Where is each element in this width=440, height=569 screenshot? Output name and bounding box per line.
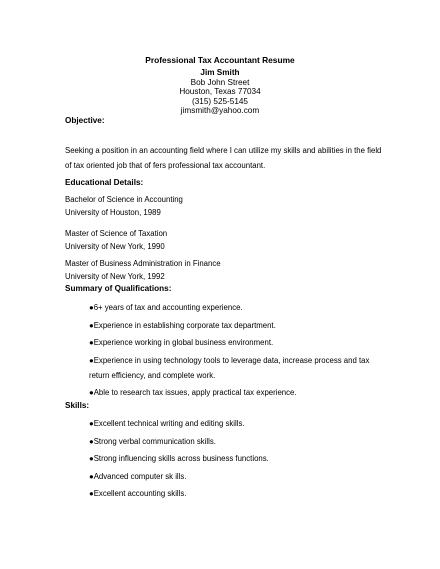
skills-list <box>89 416 385 501</box>
objective-heading: Objective: <box>65 116 105 125</box>
bullet-icon: ● <box>89 303 94 312</box>
skill-text: Strong influencing skills across business functions. <box>93 454 269 464</box>
qualification-text: Experience working in global business environment. <box>93 338 274 348</box>
contact-city: Houston, Texas 77034 <box>179 87 261 97</box>
bullet-icon: ● <box>89 489 94 499</box>
skill-text: Excellent accounting skills. <box>93 489 187 499</box>
skill-text: Advanced computer sk ills. <box>93 471 187 481</box>
contact-block <box>0 68 440 116</box>
qualification-text: Able to research tax issues, apply practical tax experience. <box>93 388 297 398</box>
qualifications-heading: Summary of Qualifications: <box>65 284 172 293</box>
list-item <box>89 434 385 449</box>
list-item <box>89 385 385 400</box>
list-item <box>89 353 385 383</box>
list-item <box>89 486 385 501</box>
bullet-icon: ● <box>89 355 94 365</box>
qualifications-list <box>89 300 385 400</box>
bullet-icon: ● <box>89 436 94 446</box>
education-school: University of Houston, 1989 <box>65 207 161 217</box>
contact-name: Jim Smith <box>200 68 240 77</box>
bullet-icon: ● <box>89 454 94 464</box>
bullet-icon: ● <box>89 471 94 481</box>
education-degree: Master of Science of Taxation <box>65 229 168 238</box>
skill-text: Strong verbal communication skills. <box>93 436 216 446</box>
list-item <box>89 469 385 484</box>
education-degree: Master of Business Administration in Finance <box>65 259 221 268</box>
bullet-icon: ● <box>89 388 94 398</box>
skill-text: Excellent technical writing and editing skills. <box>93 419 245 428</box>
bullet-icon: ● <box>89 419 94 428</box>
skills-heading: Skills: <box>65 401 90 410</box>
qualification-text: 6+ years of tax and accounting experience. <box>93 303 243 312</box>
qualification-text: Experience in establishing corporate tax department. <box>93 320 276 330</box>
list-item <box>89 335 385 350</box>
education-entry <box>65 258 221 284</box>
document-title: Professional Tax Accountant Resume <box>145 55 295 65</box>
education-entry <box>65 228 167 254</box>
education-entry <box>65 194 183 220</box>
contact-phone: (315) 525-5145 <box>192 96 248 106</box>
objective-text: Seeking a position in an accounting field where I can utilize my skills and abilities in the field of tax oriented job that of fers professional tax accountant. <box>65 146 382 170</box>
education-school: University of New York, 1990 <box>65 241 165 251</box>
contact-email: jimsmith@yahoo.com <box>180 106 260 116</box>
education-school: University of New York, 1992 <box>65 271 165 281</box>
contact-street: Bob John Street <box>190 77 250 87</box>
education-degree: Bachelor of Science in Accounting <box>65 195 183 204</box>
bullet-icon: ● <box>89 338 94 348</box>
bullet-icon: ● <box>89 320 94 330</box>
list-item <box>89 318 385 333</box>
education-heading: Educational Details: <box>65 178 144 187</box>
list-item <box>89 451 385 466</box>
list-item <box>89 416 385 431</box>
list-item <box>89 300 385 315</box>
qualification-text: Experience in using technology tools to leverage data, increase process and tax return efficiency, and complete work. <box>89 355 370 380</box>
